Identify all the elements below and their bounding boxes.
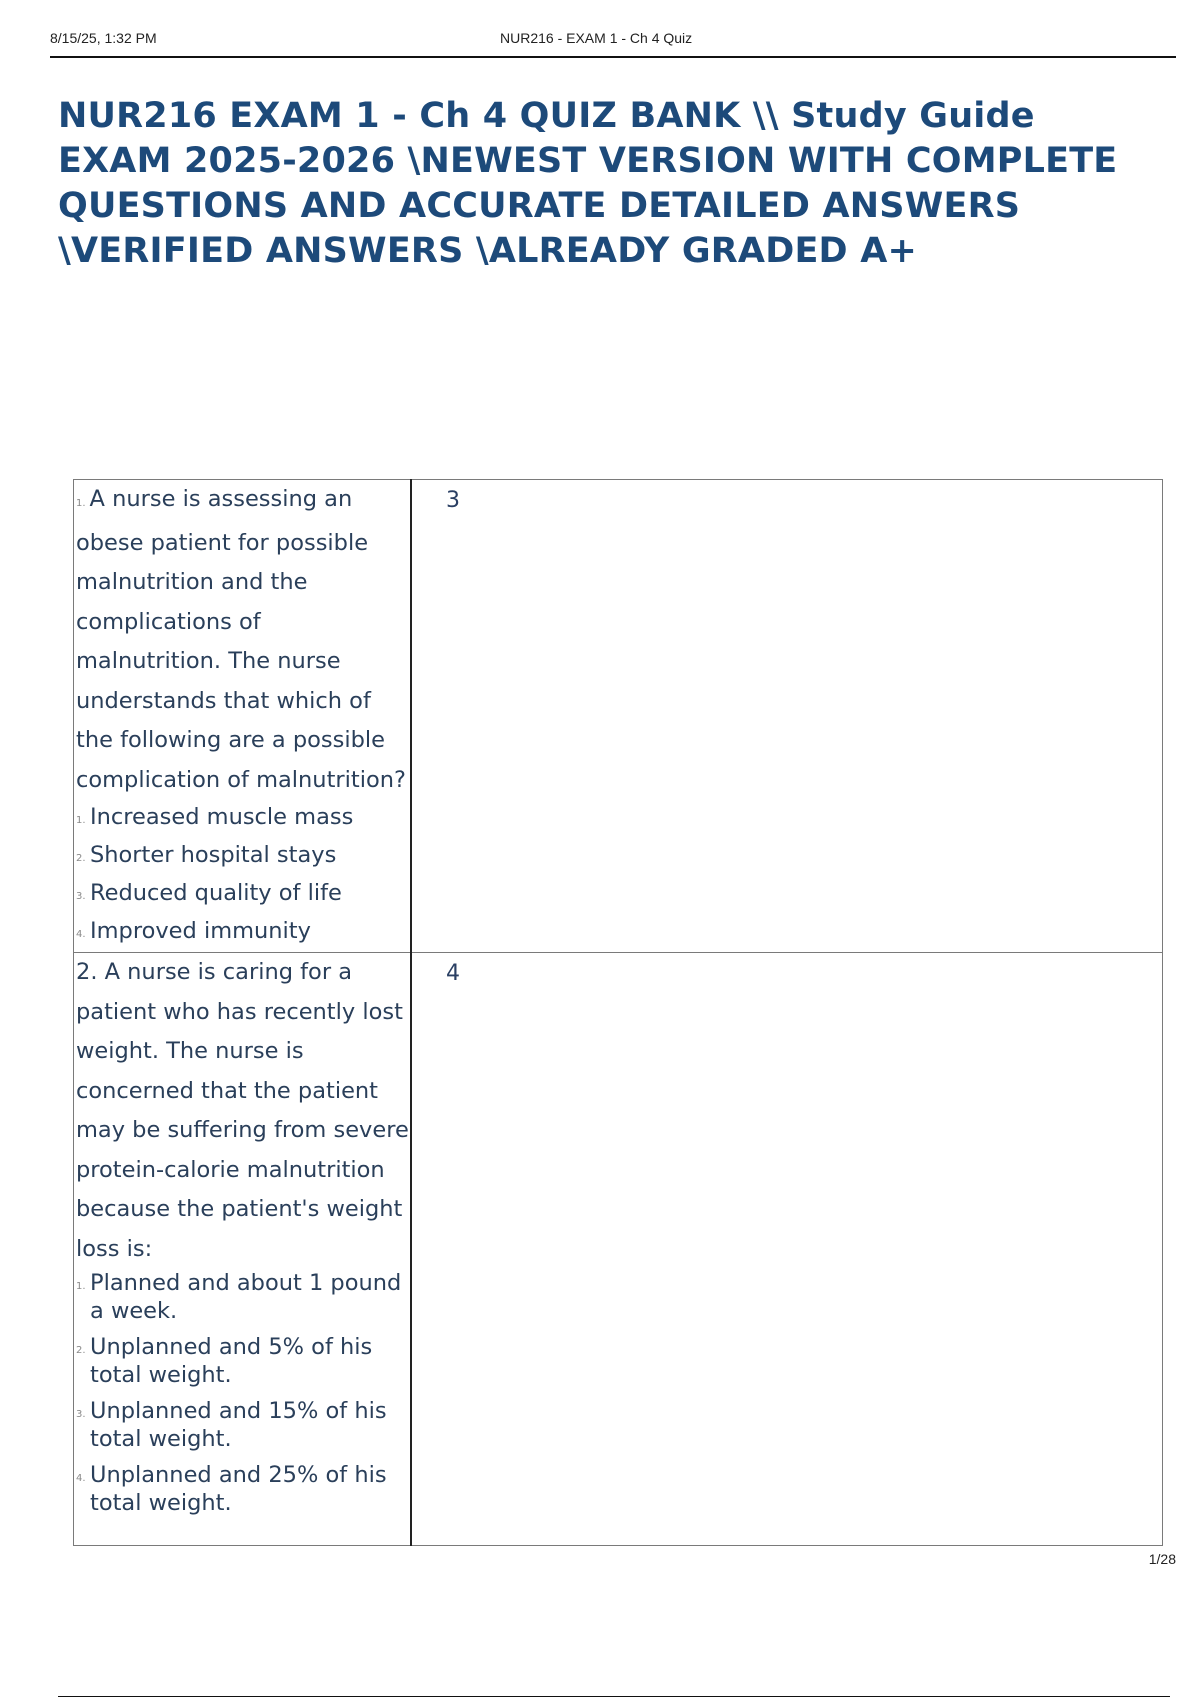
option-number: 2. <box>76 853 86 864</box>
print-header <box>50 30 1176 58</box>
table-row <box>74 953 1163 1546</box>
question-number: 2. <box>76 959 98 985</box>
list-item <box>76 914 410 952</box>
answer-cell: 3 <box>411 480 1163 953</box>
option-text: Unplanned and 15% of his total weight. <box>90 1398 387 1452</box>
list-item <box>76 1333 410 1389</box>
option-number: 4. <box>76 929 86 940</box>
question-body: A nurse is assessing an obese patient for possible malnutrition and the complications of malnutrition. The nurse understands that which of the following are a possible complication of malnutrition? <box>76 486 406 793</box>
option-number: 1. <box>76 1281 86 1292</box>
option-text: Planned and about 1 pound a week. <box>90 1270 402 1324</box>
question-text <box>74 480 410 800</box>
print-date: 8/15/25, 1:32 PM <box>50 30 157 46</box>
option-list <box>74 800 410 952</box>
list-item <box>76 876 410 914</box>
print-title: NUR216 - EXAM 1 - Ch 4 Quiz <box>500 30 693 46</box>
quiz-table <box>73 479 1163 1546</box>
question-number: 1. <box>76 498 86 509</box>
option-text: Improved immunity <box>90 918 311 944</box>
option-number: 2. <box>76 1345 86 1356</box>
option-text: Reduced quality of life <box>90 880 342 906</box>
list-item <box>76 838 410 876</box>
table-row <box>74 480 1163 953</box>
list-item <box>76 1461 410 1517</box>
list-item <box>76 800 410 838</box>
option-text: Unplanned and 5% of his total weight. <box>90 1334 373 1388</box>
document-title: NUR216 EXAM 1 - Ch 4 QUIZ BANK \\ Study Guide EXAM 2025-2026 \NEWEST VERSION WITH COMPLETE QUESTIONS AND ACCURATE DETAILED ANSWERS \VERIFIED ANSWERS \ALREADY GRADED A+ <box>58 96 1118 271</box>
option-number: 3. <box>76 891 86 902</box>
question-text <box>74 953 410 1269</box>
question-cell <box>74 480 412 953</box>
list-item <box>76 1269 410 1325</box>
option-text: Shorter hospital stays <box>90 842 337 868</box>
answer-cell: 4 <box>411 953 1163 1546</box>
question-cell <box>74 953 412 1546</box>
question-body: A nurse is caring for a patient who has recently lost weight. The nurse is concerned that the patient may be suffering from severe protein-calorie malnutrition because the patient's weight loss is: <box>76 959 409 1262</box>
list-item <box>76 1397 410 1453</box>
footer-divider <box>58 1696 1170 1697</box>
option-text: Increased muscle mass <box>90 804 354 830</box>
option-text: Unplanned and 25% of his total weight. <box>90 1462 387 1516</box>
option-number: 1. <box>76 815 86 826</box>
page-number: 1/28 <box>1148 1551 1176 1567</box>
option-list <box>74 1269 410 1517</box>
option-number: 4. <box>76 1473 86 1484</box>
option-number: 3. <box>76 1409 86 1420</box>
